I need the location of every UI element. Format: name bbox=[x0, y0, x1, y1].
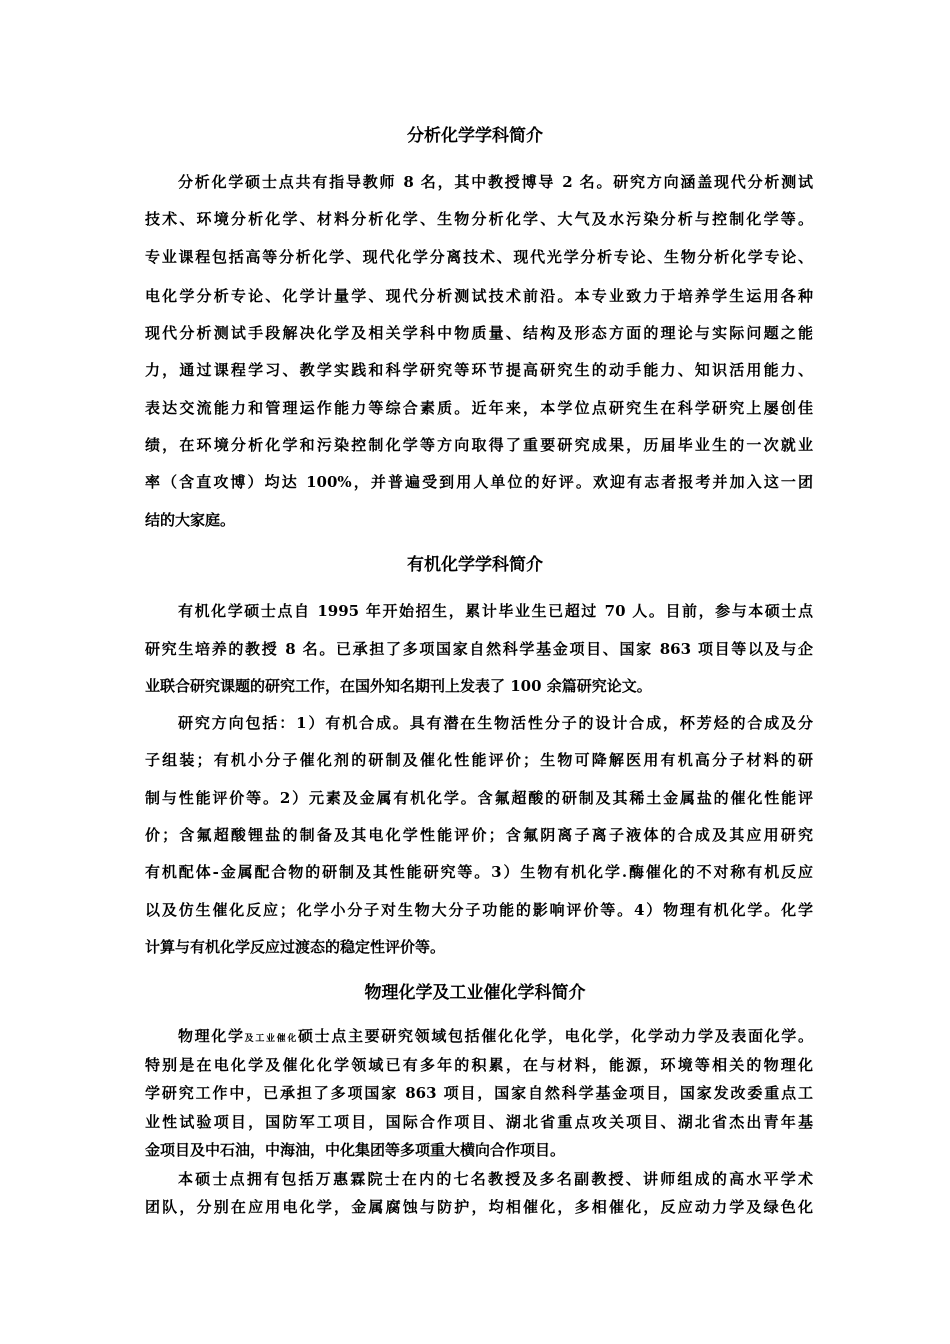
paragraph-line: 学研究工作中，已承担了多项国家 863 项目，国家自然科学基金项目，国家发改委重点工 bbox=[145, 1084, 813, 1102]
paragraph-line: 有机化学硕士点自 1995 年开始招生，累计毕业生已超过 70 人。目前，参与本硕士点 bbox=[178, 602, 813, 620]
paragraph-small-text: 及工业催化 bbox=[244, 1034, 298, 1044]
paragraph-line: 制与性能评价等。2）元素及金属有机化学。含氟超酸的研制及其稀土金属盐的催化性能评 bbox=[145, 789, 813, 807]
paragraph-line: 业性试验项目，国防军工项目，国际合作项目、湖北省重点攻关项目、湖北省杰出青年基 bbox=[145, 1113, 813, 1131]
paragraph-line: 特别是在电化学及催化化学领域已有多年的积累，在与材料，能源，环境等相关的物理化 bbox=[145, 1056, 813, 1074]
paragraph-text: 硕士点主要研究领域包括催化化学，电化学，化学动力学及表面化学。 bbox=[298, 1027, 813, 1045]
paragraph-line: 分析化学硕士点共有指导教师 8 名，其中教授博导 2 名。研究方向涵盖现代分析测试 bbox=[178, 173, 813, 191]
paragraph-line: 研究生培养的教授 8 名。已承担了多项国家自然科学基金项目、国家 863 项目等以及与企 bbox=[145, 640, 813, 658]
paragraph-line: 专业课程包括高等分析化学、现代化学分离技术、现代光学分析专论、生物分析化学专论、 bbox=[145, 248, 813, 266]
paragraph-line: 团队，分别在应用电化学，金属腐蚀与防护，均相催化，多相催化，反应动力学及绿色化 bbox=[145, 1198, 813, 1216]
paragraph-line: 研究方向包括：1）有机合成。具有潜在生物活性分子的设计合成，杯芳烃的合成及分 bbox=[178, 714, 813, 732]
paragraph-line: 率（含直攻博）均达 100%，并普遍受到用人单位的好评。欢迎有志者报考并加入这一团 bbox=[145, 473, 813, 491]
paragraph-line: 金项目及中石油，中海油，中化集团等多项重大横向合作项目。 bbox=[145, 1141, 566, 1159]
paragraph-line: 有机配体-金属配合物的研制及其性能研究等。3）生物有机化学.酶催化的不对称有机反应 bbox=[145, 863, 813, 881]
section-title-analytical: 分析化学学科简介 bbox=[407, 126, 543, 146]
paragraph-line: 表达交流能力和管理运作能力等综合素质。近年来，本学位点研究生在科学研究上屡创佳 bbox=[145, 399, 813, 417]
section-title-physical-chemistry: 物理化学及工业催化学科简介 bbox=[364, 983, 586, 1003]
paragraph-line: 价；含氟超酸锂盐的制备及其电化学性能评价；含氟阴离子离子液体的合成及其应用研究 bbox=[145, 826, 813, 844]
paragraph-line: 业联合研究课题的研究工作，在国外知名期刊上发表了 100 余篇研究论文。 bbox=[145, 677, 652, 695]
paragraph-line: 结的大家庭。 bbox=[145, 511, 236, 529]
paragraph-line: 现代分析测试手段解决化学及相关学科中物质量、结构及形态方面的理论与实际问题之能 bbox=[145, 324, 813, 342]
paragraph-line: 力，通过课程学习、教学实践和科学研究等环节提高研究生的动手能力、知识活用能力、 bbox=[145, 361, 813, 379]
paragraph-line: 技术、环境分析化学、材料分析化学、生物分析化学、大气及水污染分析与控制化学等。 bbox=[145, 210, 813, 228]
paragraph-line: 计算与有机化学反应过渡态的稳定性评价等。 bbox=[145, 938, 446, 956]
paragraph-line: 电化学分析专论、化学计量学、现代分析测试技术前沿。本专业致力于培养学生运用各种 bbox=[145, 287, 813, 305]
paragraph-line: 绩，在环境分析化学和污染控制化学等方向取得了重要研究成果，历届毕业生的一次就业 bbox=[145, 436, 813, 454]
paragraph-line: 子组装；有机小分子催化剂的研制及催化性能评价；生物可降解医用有机高分子材料的研 bbox=[145, 751, 813, 769]
paragraph-text: 物理化学 bbox=[178, 1027, 245, 1045]
paragraph-first-line bbox=[178, 1025, 813, 1050]
section-title-organic: 有机化学学科简介 bbox=[407, 555, 543, 575]
paragraph-line: 以及仿生催化反应；化学小分子对生物大分子功能的影响评价等。4）物理有机化学。化学 bbox=[145, 901, 813, 919]
paragraph-line: 本硕士点拥有包括万惠霖院士在内的七名教授及多名副教授、讲师组成的高水平学术 bbox=[178, 1170, 813, 1188]
